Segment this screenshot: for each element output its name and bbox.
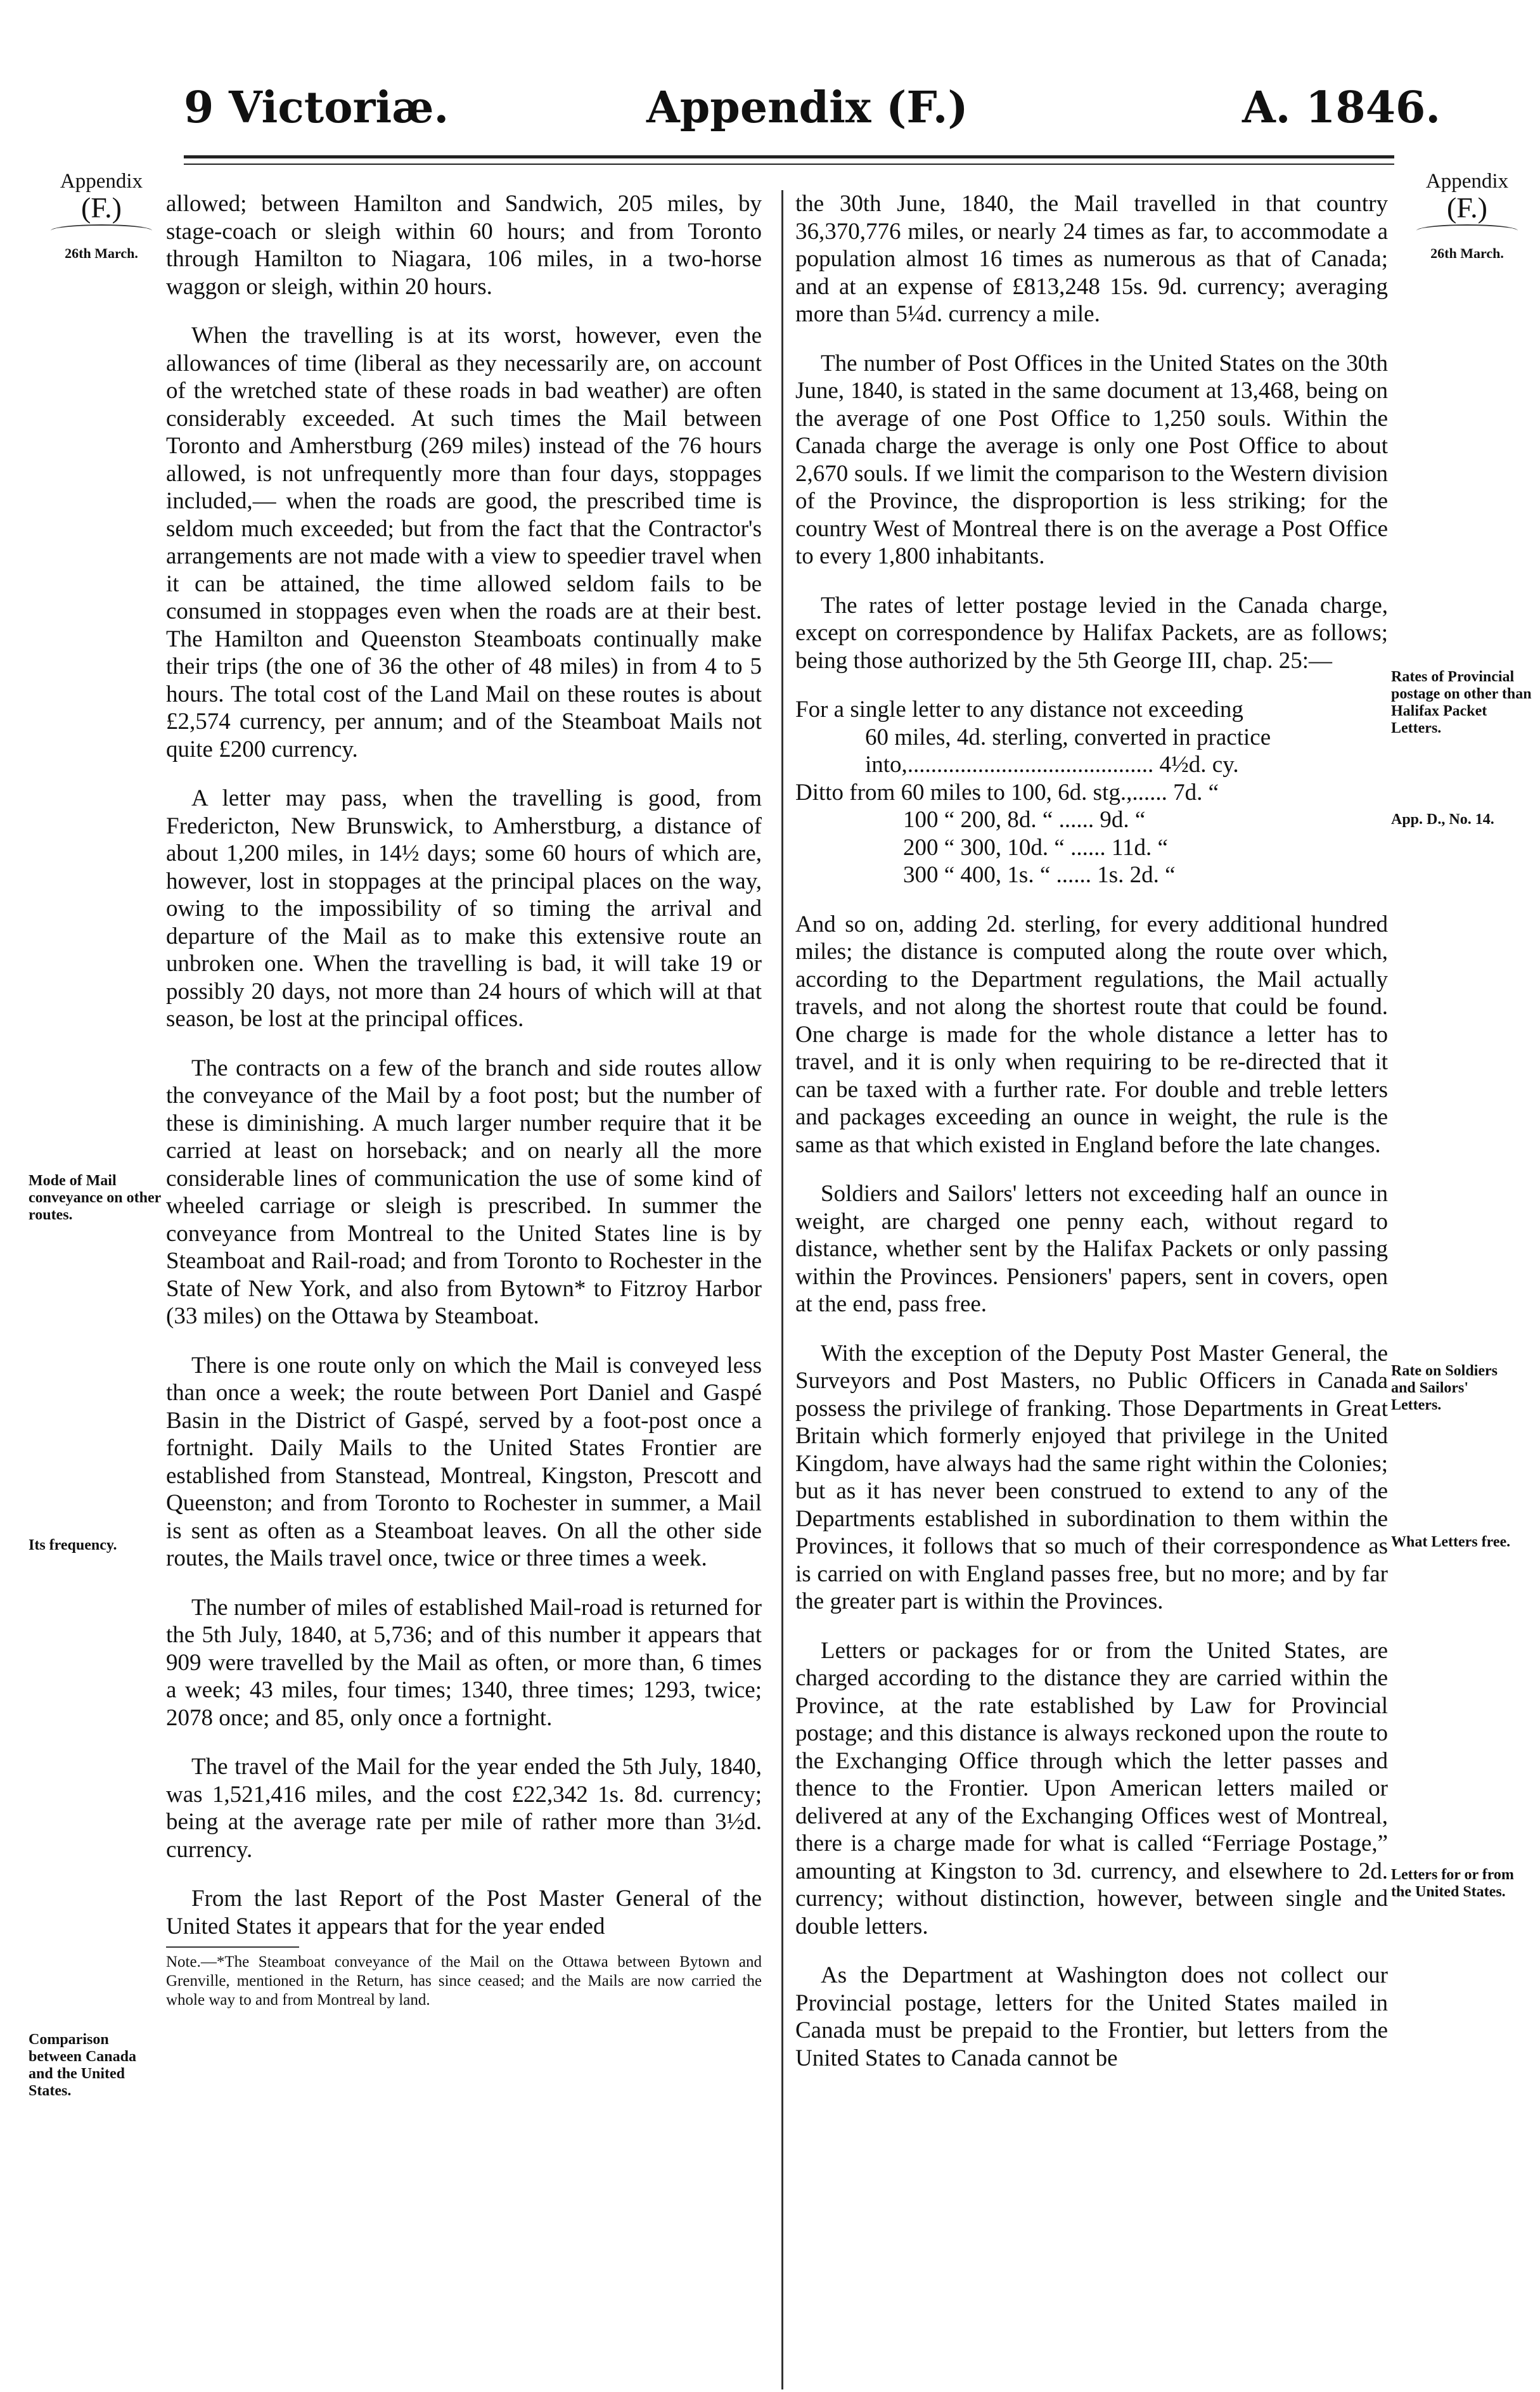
rate-row: 60 miles, 4d. sterling, converted in practice bbox=[865, 724, 1271, 750]
side-note-app-ref: App. D., No. 14. bbox=[1391, 811, 1494, 828]
paragraph: As the Department at Washington does not collect our Provincial postage, letters for the United States mailed in Canada must be prepaid to the Frontier, but letters from the United States to Canada cannot be bbox=[795, 1962, 1388, 2071]
paragraph: And so on, adding 2d. sterling, for every additional hundred miles; the distance is computed along the route over which, according to the Department regulations, the Mail actually travels, and not along the shortest route that could be found. One charge is made for the whole distance a letter has to travel, and it is only when requiring to be re-directed that it can be taxed with a further rate. For double and treble letters and packages exceeding an ounce in weight, the rule is the same as that which existed in England before the late changes. bbox=[795, 911, 1388, 1158]
margin-appendix: Appendix bbox=[60, 170, 143, 193]
column-divider bbox=[781, 190, 783, 2389]
header-rule-thin bbox=[184, 164, 1394, 165]
footnote-rule bbox=[166, 1946, 299, 1948]
rate-row: 200 “ 300, 10d. “ ...... 11d. “ bbox=[903, 834, 1168, 861]
header-rule bbox=[184, 155, 1394, 158]
paragraph: The travel of the Mail for the year ended the 5th July, 1840, was 1,521,416 miles, and the cost £22,342 1s. 8d. currency; being at the average rate per mile of rather more than 3½d. currency. bbox=[166, 1754, 762, 1863]
side-note-soldiers: Rate on Soldiers and Sailors' Letters. bbox=[1391, 1363, 1498, 1413]
paragraph: From the last Report of the Post Master General of the United States it appears that for the year ended bbox=[166, 1886, 762, 1939]
paragraph: The number of Post Offices in the United States on the 30th June, 1840, is stated in the same document at 13,468, being on the average of one Post Office to 1,250 souls. Within the Canada charge the average is only one Post Office to about 2,670 souls. If we limit the comparison to the Western division of the Province, the disproportion is less striking; for the country West of Montreal there is on the average a Post Office to every 1,800 inhabitants. bbox=[795, 350, 1388, 569]
brace bbox=[51, 224, 152, 237]
paragraph: There is one route only on which the Mail is conveyed less than once a week; the route between Port Daniel and Gaspé Basin in the District of Gaspé, served by a foot-post once a fortnight. Daily Mails to the United States Frontier are established from Stanstead, Montreal, Kingston, Prescott and Queenston; and from Toronto to Rochester in summer, a Mail is sent as often as a Steamboat leaves. On all the other side routes, the Mails travel once, twice or three times a week. bbox=[166, 1352, 762, 1571]
rate-row: For a single letter to any distance not exceeding bbox=[795, 697, 1243, 723]
margin-date: 26th March. bbox=[1430, 245, 1504, 261]
paragraph: Soldiers and Sailors' letters not exceeding half an ounce in weight, are charged one penny each, without regard to distance, whether sent by the Halifax Packets or only passing within the Provinces. Pensioners' papers, sent in covers, open at the end, pass free. bbox=[795, 1181, 1388, 1317]
side-note-letters-us: Letters for or from the United States. bbox=[1391, 1867, 1514, 1900]
paragraph: With the exception of the Deputy Post Master General, the Surveyors and Post Masters, no Public Officers in Canada possess the privilege of franking. Those Departments in Great Britain which formerly enjoyed that privilege in the United Kingdom, have always had the same right within the Colonies; but as it has never been construed to extend to any of the Departments established in subordination to them within the Provinces, it follows that so much of their correspondence as is carried on with England passes free, but no more; and by far the greater part is within the Provinces. bbox=[795, 1340, 1388, 1614]
margin-letter: (F.) bbox=[1446, 191, 1488, 224]
paragraph: When the travelling is at its worst, however, even the allowances of time (liberal as they necessarily are, on account of the wretched state of these roads in bad weather) are often considerably exceeded. At such times the Mail between Toronto and Amherstburg (269 miles) instead of the 76 hours allowed, is not unfrequently more than four days, stoppages included,— when the roads are good, the prescribed time is seldom much exceeded; but from the fact that the Contractor's arrangements are not made with a view to speedier travel when it can be attained, the time allowed seldom fails to be consumed in stoppages even when the roads are at their best. The Hamilton and Queenston Steamboats continually make their trips (the one of 36 the other of 48 miles) in from 4 to 5 hours. The total cost of the Land Mail on these routes is about £2,574 currency, per annum; and of the Steamboat Mails not quite £200 currency. bbox=[166, 323, 762, 762]
header-left: 9 Victoriæ. bbox=[184, 82, 449, 133]
paragraph: The rates of letter postage levied in the Canada charge, except on correspondence by Halifax Packets, are as follows; being those authorized by the 5th George III, chap. 25:— bbox=[795, 592, 1388, 674]
margin-appendix: Appendix bbox=[1425, 170, 1509, 193]
side-note-frequency: Its frequency. bbox=[29, 1537, 117, 1553]
right-column bbox=[795, 190, 1388, 2072]
margin-letter: (F.) bbox=[80, 191, 122, 224]
left-column bbox=[166, 190, 762, 2010]
paragraph: allowed; between Hamilton and Sandwich, 205 miles, by stage-coach or sleigh within 60 hours; and from Toronto through Hamilton to Niagara, 106 miles, in a two-horse waggon or sleigh, within 20 hours. bbox=[166, 191, 762, 300]
rate-row: 300 “ 400, 1s. “ ...... 1s. 2d. “ bbox=[903, 862, 1176, 888]
paragraph: A letter may pass, when the travelling is good, from Fredericton, New Brunswick, to Amherstburg, a distance of about 1,200 miles, in 14½ days; some 60 hours of which are, however, lost in stoppages at the principal places on the way, owing to the impossibility of so timing the arrival and departure of the Mail as to make this extensive route an unbroken one. When the travelling is bad, it will take 19 or possibly 20 days, not more than 24 hours of which will at that season, be lost at the principal offices. bbox=[166, 785, 762, 1032]
rate-schedule bbox=[795, 696, 1388, 889]
paragraph: The number of miles of established Mail-road is returned for the 5th July, 1840, at 5,736; and of this number it appears that 909 were travelled by the Mail as often, or more than, 6 times a week; 43 miles, four times; 1340, three times; 1293, twice; 2078 once; and 85, only once a fortnight. bbox=[166, 1594, 762, 1731]
header-center: Appendix (F.) bbox=[646, 82, 968, 133]
right-margin-head bbox=[1404, 170, 1530, 261]
brace bbox=[1416, 224, 1518, 237]
side-note-comparison: Comparison between Canada and the United States. bbox=[29, 2031, 137, 2099]
rate-row: 100 “ 200, 8d. “ ...... 9d. “ bbox=[903, 807, 1146, 833]
rate-row: into,.......................................... 4½d. cy. bbox=[865, 752, 1239, 778]
side-note-rates: Rates of Provincial postage on other than Halifax Packet Letters. bbox=[1391, 669, 1532, 736]
paragraph: the 30th June, 1840, the Mail travelled in that country 36,370,776 miles, or nearly 24 times as far, to accommodate a population almost 16 times as numerous as that of Canada; and at an expense of £813,248 15s. 9d. currency; averaging more than 5¼d. currency a mile. bbox=[795, 191, 1388, 327]
side-note-mode-of-mail: Mode of Mail conveyance on other routes. bbox=[29, 1173, 161, 1223]
footnote: Note.—*The Steamboat conveyance of the Mail on the Ottawa between Bytown and Grenville, mentioned in the Return, has since ceased; and the Mails are now carried the whole way to and from Montreal by land. bbox=[166, 1953, 762, 2009]
paragraph: The contracts on a few of the branch and side routes allow the conveyance of the Mail by a foot post; but the number of these is diminishing. A much larger number require that it be carried at least on horseback; and on nearly all the more considerable lines of communication the use of some kind of wheeled carriage or sleigh is prescribed. In summer the conveyance from Montreal to the United States line is by Steamboat and Rail-road; and from Toronto to Rochester in the State of New York, and also from Bytown* to Fitzroy Harbor (33 miles) on the Ottawa by Steamboat. bbox=[166, 1055, 762, 1329]
side-note-what-free: What Letters free. bbox=[1391, 1534, 1511, 1550]
header-right: A. 1846. bbox=[1242, 82, 1441, 133]
left-margin-head bbox=[38, 170, 165, 261]
paragraph: Letters or packages for or from the United States, are charged according to the distance they are carried within the Province, at the rate established by Law for Provincial postage; and this distance is always reckoned upon the route to the Exchanging Office through which the letter passes and thence to the Frontier. Upon American letters mailed or delivered at any of the Exchanging Offices west of Montreal, there is a charge made for what is called “Ferriage Postage,” amounting at Kingston to 3d. currency, and elsewhere to 2d. currency; without distinction, however, between single and double letters. bbox=[795, 1637, 1388, 1939]
rate-row: Ditto from 60 miles to 100, 6d. stg.,...... 7d. “ bbox=[795, 779, 1219, 806]
margin-date: 26th March. bbox=[65, 245, 138, 261]
